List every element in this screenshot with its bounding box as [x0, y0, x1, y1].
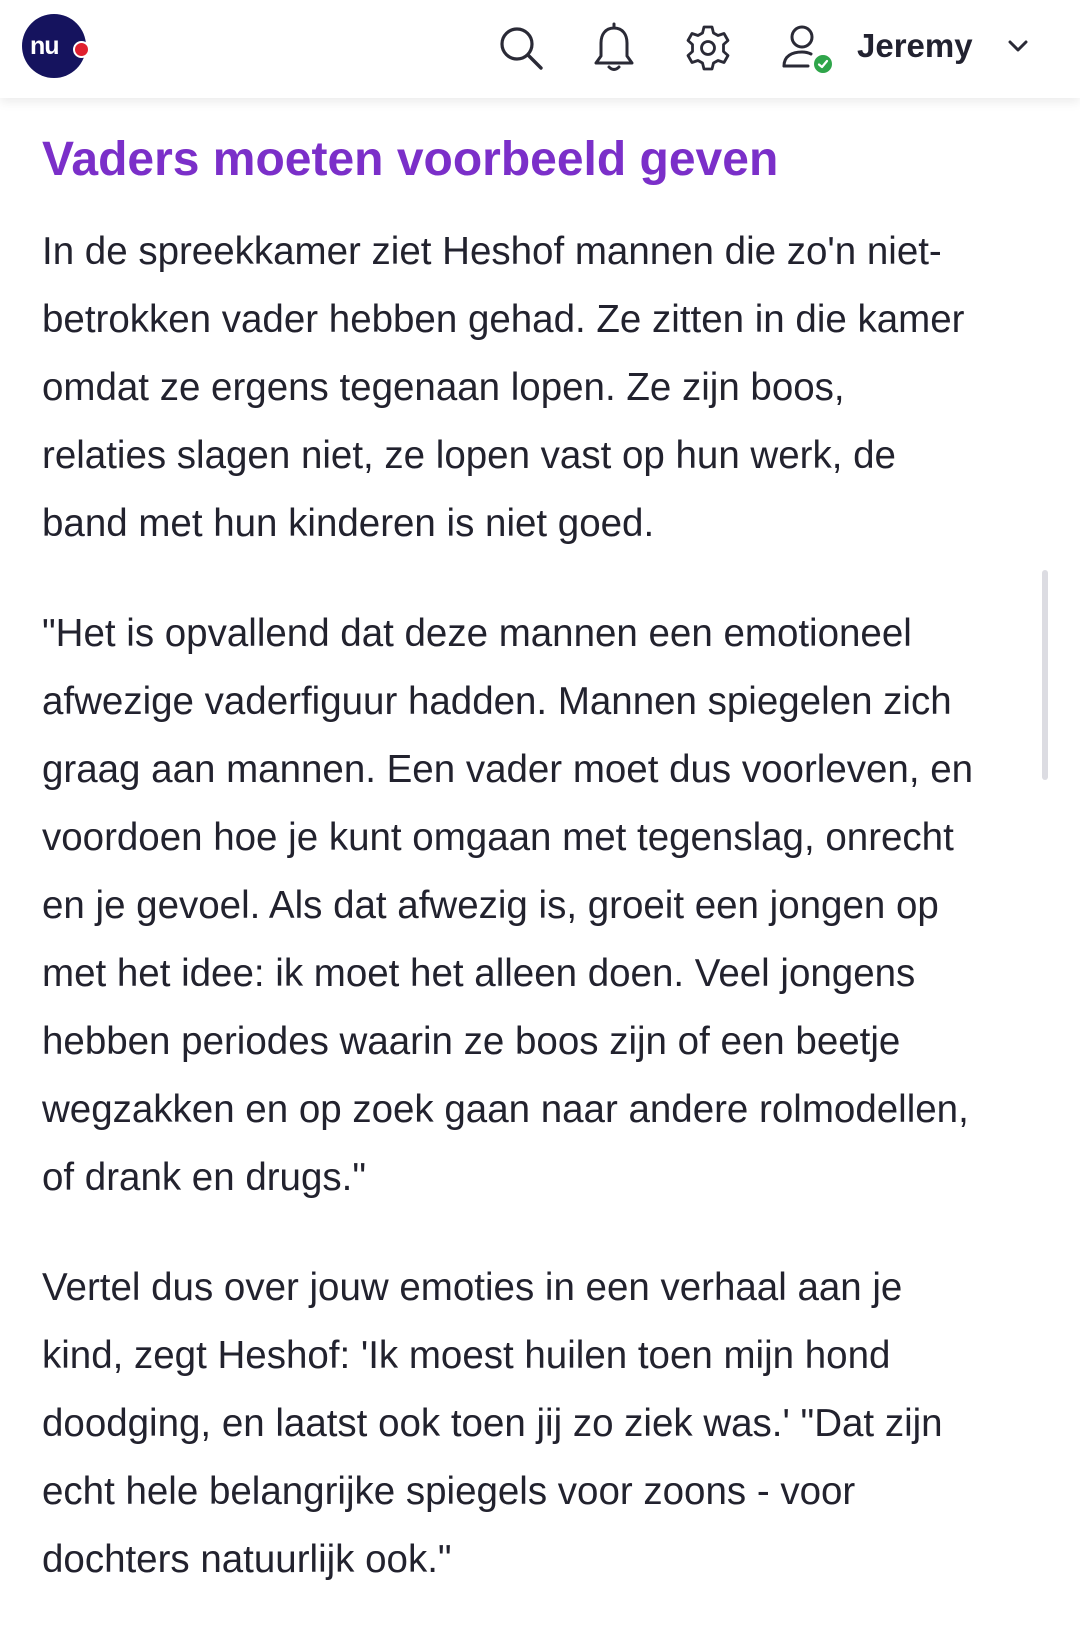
paragraph-1: [42, 218, 1042, 558]
account-button[interactable]: [775, 18, 835, 78]
article-body: [42, 124, 1042, 1635]
search-icon: [498, 25, 544, 71]
text-line: omdat ze ergens tegenaan lopen. Ze zijn boos,: [42, 366, 845, 409]
text-line: echt hele belangrijke spiegels voor zoons - voor: [42, 1470, 856, 1513]
text-line: graag aan mannen. Een vader moet dus voorleven, en: [42, 748, 974, 791]
text-line: dochters natuurlijk ook.": [42, 1538, 452, 1581]
text-line: hebben periodes waarin ze boos zijn of een beetje: [42, 1020, 901, 1063]
logo-text: nu: [30, 32, 59, 60]
text-line: betrokken vader hebben gehad. Ze zitten in die kamer: [42, 298, 965, 341]
logo-badge-dot: [73, 41, 90, 58]
text-line: en je gevoel. Als dat afwezig is, groeit een jongen op: [42, 884, 939, 927]
text-line: afwezige vaderfiguur hadden. Mannen spiegelen zich: [42, 680, 952, 723]
checkmark-icon: [817, 58, 829, 70]
text-line: band met hun kinderen is niet goed.: [42, 502, 655, 545]
top-navigation-bar: [0, 0, 1080, 98]
text-line: Vertel dus over jouw emoties in een verhaal aan je: [42, 1266, 903, 1309]
user-name[interactable]: Jeremy: [857, 27, 973, 64]
text-line: wegzakken en op zoek gaan naar andere rolmodellen,: [42, 1088, 969, 1131]
settings-button[interactable]: [678, 18, 738, 78]
text-line: "Het is opvallend dat deze mannen een emotioneel: [42, 612, 912, 655]
text-line: doodging, en laatst ook toen jij zo ziek was.' "Dat zijn: [42, 1402, 943, 1445]
bell-icon: [591, 22, 637, 74]
text-line: met het idee: ik moet het alleen doen. Veel jongens: [42, 952, 916, 995]
paragraph-3: [42, 1254, 1042, 1594]
text-line: In de spreekkamer ziet Heshof mannen die zo'n niet-: [42, 230, 942, 273]
chevron-down-icon: [1007, 39, 1029, 53]
section-heading: Vaders moeten voorbeeld geven: [42, 133, 779, 186]
scrollbar-thumb[interactable]: [1042, 570, 1048, 780]
text-line: of drank en drugs.": [42, 1156, 366, 1199]
settings-icon: [683, 23, 733, 73]
online-status-badge: [812, 53, 834, 75]
nu-nl-logo[interactable]: [22, 14, 86, 78]
search-button[interactable]: [491, 18, 551, 78]
text-line: voordoen hoe je kunt omgaan met tegenslag, onrecht: [42, 816, 954, 859]
paragraph-2-quote: [42, 600, 1042, 1212]
text-line: kind, zegt Heshof: 'Ik moest huilen toen mijn hond: [42, 1334, 891, 1377]
notifications-button[interactable]: [584, 18, 644, 78]
user-menu-toggle[interactable]: [1002, 30, 1034, 62]
text-line: relaties slagen niet, ze lopen vast op hun werk, de: [42, 434, 896, 477]
